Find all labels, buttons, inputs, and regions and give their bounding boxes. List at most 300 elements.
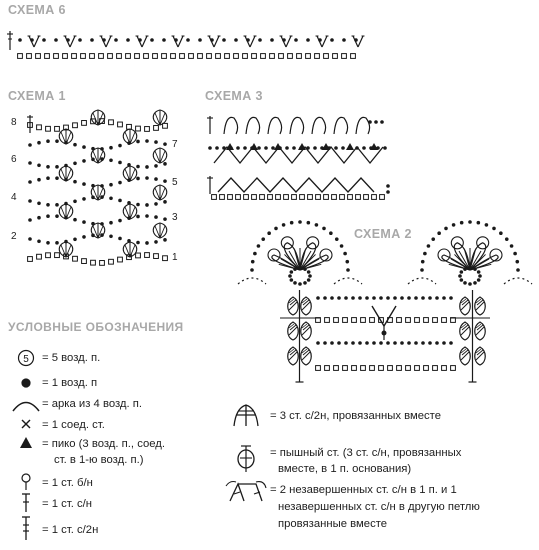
chain-dot <box>334 146 338 150</box>
picot-triangle <box>346 143 354 150</box>
chain-dot <box>282 38 286 42</box>
v-stitch <box>172 36 185 47</box>
legend-title: УСЛОВНЫЕ ОБОЗНАЧЕНИЯ <box>8 320 184 334</box>
leaf-stitch <box>301 297 312 315</box>
sc-stitch <box>343 318 348 323</box>
chain-dot <box>307 278 311 282</box>
chain-dot <box>37 164 41 168</box>
sc-stitch <box>388 366 393 371</box>
sc-stitch <box>212 195 217 200</box>
chain-dot <box>154 177 158 181</box>
chain-dot <box>374 120 378 124</box>
chain-dot <box>186 38 190 42</box>
chain-dot <box>290 278 294 282</box>
chain-dot <box>444 227 448 231</box>
chain-dot <box>208 146 212 150</box>
chain-dot <box>342 38 346 42</box>
leaf-stitch <box>475 297 486 315</box>
chain-dot <box>414 341 418 345</box>
loop-stitch <box>224 117 238 134</box>
chain-dot <box>271 146 275 150</box>
chain-dot <box>345 260 349 264</box>
chain-dot <box>442 296 446 300</box>
sc-stitch <box>220 195 225 200</box>
chain-dot <box>46 203 50 207</box>
chain-dot <box>274 227 278 231</box>
chain-dot <box>163 179 167 183</box>
sc-stitch <box>90 54 95 59</box>
picot-triangle-icon <box>20 437 32 448</box>
row-number-6: 6 <box>11 154 17 165</box>
chain-dot <box>358 341 362 345</box>
chain-dot <box>282 223 286 227</box>
sc-stitch <box>163 123 168 128</box>
sc-stitch <box>82 121 87 126</box>
v-stitch <box>352 36 365 47</box>
sc-stitch <box>342 54 347 59</box>
chain-dot <box>145 203 149 207</box>
sc-stitch <box>244 195 249 200</box>
chain-dot <box>163 217 167 221</box>
sc-stitch <box>162 54 167 59</box>
chain-dot <box>478 274 482 278</box>
sc-stitch <box>308 195 313 200</box>
sc-stitch <box>100 261 105 266</box>
chain-dot <box>343 252 347 256</box>
chain-dot <box>243 146 247 150</box>
chain-dot <box>420 268 424 272</box>
chain-dot <box>386 190 390 194</box>
chain-dot <box>136 241 140 245</box>
chain-dot <box>109 196 113 200</box>
row-number-8: 8 <box>11 117 17 128</box>
chain-dot <box>427 244 431 248</box>
chain-dot <box>485 223 489 227</box>
chain-dot <box>163 142 167 146</box>
chain-dot <box>55 214 59 218</box>
sc-stitch <box>154 254 159 259</box>
chain-dot <box>234 38 238 42</box>
chain-dot <box>365 296 369 300</box>
chain-dot <box>253 252 257 256</box>
chain-dot <box>145 241 149 245</box>
sc-stitch <box>73 123 78 128</box>
sc-stitch <box>154 126 159 131</box>
legend-text-sc: = 1 ст. б/н <box>42 477 93 489</box>
legend-text-picot-cont: ст. в 1-ю возд. п.) <box>54 454 144 466</box>
chain-dot <box>250 268 254 272</box>
sc-stitch <box>352 366 357 371</box>
chain-dot <box>174 38 178 42</box>
chain-dot <box>154 215 158 219</box>
chain-dot <box>251 260 255 264</box>
chain-dot <box>28 199 32 203</box>
shell-motif <box>59 166 73 181</box>
chain-dot <box>28 180 32 184</box>
sc-stitch <box>325 318 330 323</box>
leaf-stitch <box>288 297 299 315</box>
treble-crochet-icon <box>22 517 30 540</box>
legend-text-dc2: = 2 незавершенных ст. с/н в 1 п. и 1 <box>270 484 457 496</box>
sc-stitch <box>37 254 42 259</box>
chain-dot <box>323 341 327 345</box>
shell-motif <box>91 110 105 125</box>
chain-dot <box>258 38 262 42</box>
chain-dot <box>393 341 397 345</box>
chain-dot <box>313 146 317 150</box>
sc-stitch <box>63 54 68 59</box>
v-stitch <box>208 36 221 47</box>
loop-stitch <box>268 117 282 134</box>
sc-stitch <box>343 366 348 371</box>
chain-dot <box>78 38 82 42</box>
chain-dot <box>330 341 334 345</box>
chain-dot <box>73 161 77 165</box>
leaf-stitch <box>475 322 486 340</box>
legend-text-ch1: = 1 возд. п <box>42 377 98 389</box>
three-treble-together-icon <box>234 405 258 426</box>
chain-dot <box>308 274 312 278</box>
chain-dot <box>30 38 34 42</box>
sc-stitch <box>433 318 438 323</box>
sc-stitch <box>46 253 51 258</box>
chain-dot <box>315 223 319 227</box>
sc-stitch <box>306 54 311 59</box>
chain-dot <box>421 296 425 300</box>
chain-dot <box>463 281 467 285</box>
chain-dot <box>118 181 122 185</box>
sc-stitch <box>372 195 377 200</box>
sc-stitch <box>279 54 284 59</box>
v-stitch <box>136 36 149 47</box>
chain-dot <box>46 241 50 245</box>
chain-dot <box>307 221 311 225</box>
sc-stitch <box>424 366 429 371</box>
chain-dot <box>316 341 320 345</box>
sc-stitch <box>260 195 265 200</box>
chain-dot <box>372 341 376 345</box>
legend-text-puff: = пышный ст. (3 ст. с/н, провязанных <box>270 447 462 459</box>
row-number-3: 3 <box>172 212 178 223</box>
chain-dot <box>154 140 158 144</box>
chain-dot <box>37 202 41 206</box>
loop-stitch <box>246 117 260 134</box>
chain-dot <box>340 244 344 248</box>
chain-dot <box>46 176 50 180</box>
leaf-stitch <box>460 322 471 340</box>
sc-stitch <box>261 54 266 59</box>
chain-dot <box>264 146 268 150</box>
chain-dot <box>400 296 404 300</box>
chain-dot <box>37 240 41 244</box>
chain-dot <box>407 296 411 300</box>
sc-stitch <box>216 54 221 59</box>
sc-stitch <box>99 54 104 59</box>
sc-stitch <box>72 54 77 59</box>
sc-stitch <box>153 54 158 59</box>
chain-dot <box>351 341 355 345</box>
v-stitch <box>372 306 396 326</box>
legend-text-puff-cont: вместе, в 1 п. основания) <box>278 463 412 475</box>
arch-chain <box>504 278 532 284</box>
chain-dot <box>46 139 50 143</box>
sc-stitch <box>324 195 329 200</box>
loop-stitch <box>312 117 326 134</box>
chain-dot <box>477 270 481 274</box>
sc-stitch <box>207 54 212 59</box>
shell-motif <box>59 204 73 219</box>
chain-dot <box>499 231 503 235</box>
chain-dot <box>145 176 149 180</box>
single-crochet-ring-icon <box>22 474 30 490</box>
chain-dot <box>435 341 439 345</box>
chain-dot <box>344 341 348 345</box>
sc-stitch <box>109 259 114 264</box>
sc-stitch <box>46 126 51 131</box>
sc-stitch <box>379 366 384 371</box>
sc-stitch <box>27 54 32 59</box>
chain-dot <box>288 274 292 278</box>
sc-stitch <box>351 54 356 59</box>
sc-stitch <box>340 195 345 200</box>
chain-dot <box>421 260 425 264</box>
circle-5-glyph: 5 <box>23 354 29 365</box>
chain-dot <box>303 267 307 271</box>
chain-dot <box>298 282 302 286</box>
shell-motif <box>59 242 73 257</box>
sc-stitch <box>136 253 141 258</box>
chain-dot <box>452 223 456 227</box>
sc-stitch <box>37 125 42 130</box>
chain-dot <box>428 296 432 300</box>
sc-stitch <box>163 256 168 261</box>
shell-motif <box>59 129 73 144</box>
chain-dot <box>270 38 274 42</box>
sc-stitch <box>73 256 78 261</box>
scheme2-chart <box>238 220 532 382</box>
shell-motif <box>123 242 137 257</box>
chain-dot <box>460 270 464 274</box>
sc-stitch <box>352 318 357 323</box>
chain-dot <box>55 139 59 143</box>
chain-dot <box>386 341 390 345</box>
chain-dot <box>330 38 334 42</box>
sc-stitch <box>118 122 123 127</box>
shell-motif <box>153 110 167 125</box>
chain-dot <box>400 341 404 345</box>
chain-dot <box>66 38 70 42</box>
chain-dot <box>414 296 418 300</box>
chain-dot <box>290 270 294 274</box>
sc-stitch <box>406 366 411 371</box>
legend-text-ch5: = 5 возд. п. <box>42 352 101 364</box>
chain-dot <box>37 216 41 220</box>
chain-dot <box>477 278 481 282</box>
legend-text-tr3: = 3 ст. с/2н, провязанных вместе <box>270 410 442 422</box>
v-stitch <box>64 36 77 47</box>
leaf-stitch <box>301 322 312 340</box>
shell-motif <box>153 223 167 238</box>
sc-stitch <box>424 318 429 323</box>
chain-dot <box>163 200 167 204</box>
sc-stitch <box>180 54 185 59</box>
chain-dot <box>145 214 149 218</box>
chain-dot <box>28 161 32 165</box>
chain-dot <box>393 296 397 300</box>
sc-stitch <box>284 195 289 200</box>
sc-stitch <box>82 259 87 264</box>
sc-stitch <box>252 54 257 59</box>
chain-dot <box>102 38 106 42</box>
shell-motif <box>153 148 167 163</box>
chain-dot <box>329 231 333 235</box>
slip-stitch-cross-icon <box>22 420 30 428</box>
chain-dot <box>55 241 59 245</box>
sc-stitch <box>364 195 369 200</box>
chain-dot <box>460 278 464 282</box>
chain-dot <box>118 199 122 203</box>
chain-dot <box>306 38 310 42</box>
scheme3-title: СХЕМА 3 <box>205 89 263 103</box>
chain-dot <box>449 296 453 300</box>
sc-stitch <box>268 195 273 200</box>
sc-stitch <box>145 127 150 132</box>
sc-stitch <box>332 195 337 200</box>
chain-dot <box>82 220 86 224</box>
chain-dot <box>73 143 77 147</box>
chain-dot <box>114 38 118 42</box>
chain-dot <box>82 235 86 239</box>
chain-dot <box>354 38 358 42</box>
sc-stitch <box>252 195 257 200</box>
sc-stitch <box>91 260 96 265</box>
leaf-stitch <box>288 322 299 340</box>
sc-stitch <box>288 54 293 59</box>
chain-dot <box>210 38 214 42</box>
chain-dot <box>126 38 130 42</box>
row-number-4: 4 <box>11 192 17 203</box>
sc-stitch <box>136 126 141 131</box>
chain-dot <box>380 120 384 124</box>
sc-stitch <box>55 253 60 258</box>
loop-stitch <box>290 117 304 134</box>
v-stitch <box>244 36 257 47</box>
chain-dot <box>73 218 77 222</box>
chain-dot <box>351 296 355 300</box>
leaf-stitch <box>301 347 312 365</box>
sc-stitch <box>397 318 402 323</box>
chain-dot <box>293 281 297 285</box>
sc-stitch <box>198 54 203 59</box>
chain-dot <box>285 146 289 150</box>
sc-stitch <box>45 54 50 59</box>
leaf-stitch <box>288 347 299 365</box>
sc-stitch <box>451 366 456 371</box>
sc-stitch <box>228 195 233 200</box>
chain-dot <box>118 161 122 165</box>
chain-dot <box>28 218 32 222</box>
chain-dot <box>145 139 149 143</box>
chain-dot <box>303 281 307 285</box>
sc-stitch <box>406 318 411 323</box>
shell-motif <box>91 148 105 163</box>
chain-dot <box>136 165 140 169</box>
arch-chain <box>334 278 362 284</box>
chain-dot <box>428 341 432 345</box>
chain-dot <box>54 38 58 42</box>
chain-dot <box>379 296 383 300</box>
chain-dot <box>298 266 302 270</box>
chain-dot <box>109 221 113 225</box>
chain-dot <box>73 180 77 184</box>
row-number-2: 2 <box>11 231 17 242</box>
chain-dot <box>335 237 339 241</box>
chain-dot <box>516 268 520 272</box>
sc-stitch <box>324 54 329 59</box>
chain-dot <box>492 227 496 231</box>
chain-dot <box>18 38 22 42</box>
chain-dot <box>383 146 387 150</box>
sc-stitch <box>270 54 275 59</box>
shell-motif <box>123 166 137 181</box>
chain-dot <box>346 268 350 272</box>
chain-dot <box>298 220 302 224</box>
chain-dot <box>505 237 509 241</box>
chain-dot <box>379 341 383 345</box>
chain-dot <box>322 227 326 231</box>
sc-stitch <box>18 54 23 59</box>
chain-dot <box>421 341 425 345</box>
sc-stitch <box>348 195 353 200</box>
row-number-7: 7 <box>172 139 178 150</box>
chain-dot <box>513 252 517 256</box>
chain-dot <box>515 260 519 264</box>
sc-stitch <box>361 366 366 371</box>
arch-icon <box>13 403 39 412</box>
leaf-stitch <box>460 297 471 315</box>
chain-dot <box>163 238 167 242</box>
chain-dot <box>222 38 226 42</box>
chain-dot <box>46 214 50 218</box>
sc-stitch <box>316 366 321 371</box>
sc-stitch <box>145 253 150 258</box>
chain-dot <box>460 221 464 225</box>
chain-dot <box>458 274 462 278</box>
chain-dot <box>136 140 140 144</box>
chain-dot <box>28 237 32 241</box>
chain-dot <box>246 38 250 42</box>
chain-dot <box>344 296 348 300</box>
loop-stitch <box>334 117 348 134</box>
sc-stitch <box>135 54 140 59</box>
chain-dot <box>473 267 477 271</box>
scheme1-chart <box>27 110 167 265</box>
sc-stitch <box>144 54 149 59</box>
leaf-stitch <box>460 347 471 365</box>
chain-dot <box>341 146 345 150</box>
scheme3-chart <box>207 116 390 199</box>
sc-stitch <box>415 366 420 371</box>
chain-dot <box>55 203 59 207</box>
puff-stitch-icon <box>238 446 254 472</box>
chain-dot <box>365 341 369 345</box>
legend-text-picot: = пико (3 возд. п., соед. <box>42 438 166 450</box>
sc-stitch <box>433 366 438 371</box>
chain-dot <box>318 38 322 42</box>
sc-stitch <box>109 120 114 125</box>
chain-dot <box>477 221 481 225</box>
leaf-stitch <box>475 347 486 365</box>
